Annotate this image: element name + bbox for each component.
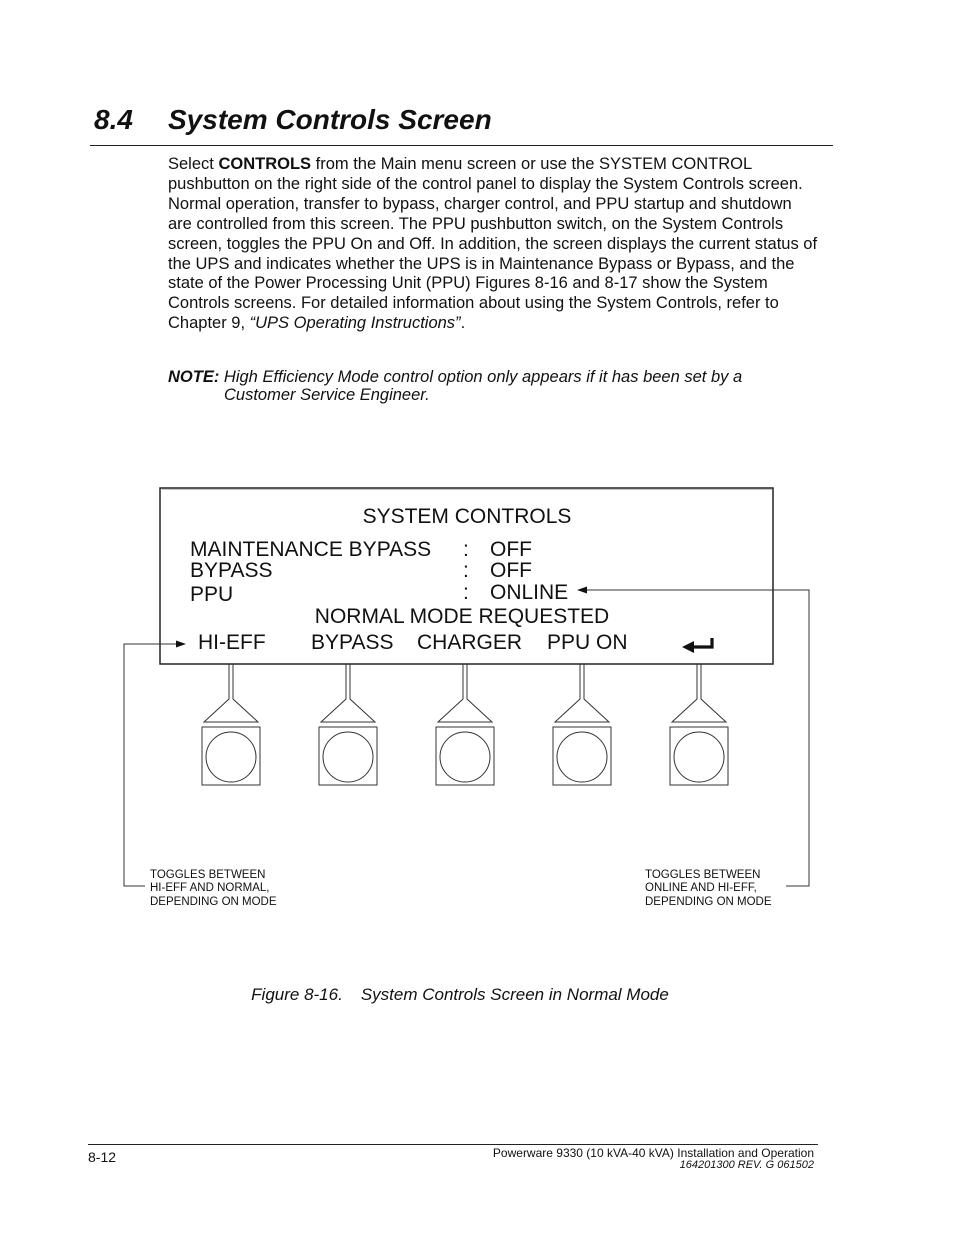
left-callout-line [124,644,180,886]
screen-title: SYSTEM CONTROLS [362,505,572,528]
row-maintenance-bypass-sep: : [463,538,469,561]
row-bypass-sep: : [463,559,469,582]
left-callout-line-3: DEPENDING ON MODE [150,896,277,908]
chapter-reference: “UPS Operating Instructions” [249,314,461,333]
softkey-button-1[interactable] [202,664,260,785]
softkey-label-charger: CHARGER [417,631,523,654]
left-callout-line-1: TOGGLES BETWEEN [150,869,266,881]
body-text-start: Select [168,155,219,173]
status-line: NORMAL MODE REQUESTED [314,605,610,628]
footer-document-title: Powerware 9330 (10 kVA‑40 kVA) Installation and Operation [492,1146,814,1160]
controls-keyword: CONTROLS [218,155,312,173]
left-callout-line-2: HI-EFF AND NORMAL, [150,882,270,894]
softkey-label-ppu-on: PPU ON [547,631,628,654]
note-line-2: Customer Service Engineer. [224,386,430,404]
right-callout-line-2: ONLINE AND HI-EFF, [645,882,757,894]
row-ppu-value: ONLINE [490,581,569,604]
note-line-1: High Efficiency Mode control option only appears if it has been set by a [219,368,743,386]
note-label: NOTE: [168,368,220,386]
footer-revision: 164201300 REV. G 061502 [679,1159,814,1171]
row-ppu-label: PPU [190,583,234,606]
softkey-button-3[interactable] [436,664,494,785]
right-callout-line-1: TOGGLES BETWEEN [645,869,761,881]
right-callout-line-3: DEPENDING ON MODE [645,896,772,908]
section-number: 8.4 [94,104,133,135]
softkey-label-bypass: BYPASS [311,631,394,654]
softkey-button-5[interactable] [670,664,728,785]
row-maintenance-bypass-label: MAINTENANCE BYPASS [190,538,432,561]
figure-caption [0,985,920,1005]
page-number: 8‑12 [88,1149,117,1165]
footer-rule [88,1144,818,1145]
row-maintenance-bypass-value: OFF [490,538,532,561]
body-text-end: . [460,314,466,333]
row-bypass-value: OFF [490,559,532,582]
softkey-label-hi-eff: HI-EFF [198,631,266,654]
row-ppu-sep: : [463,581,469,604]
body-text-main: from the Main menu screen or use the SYSTEM CONTROL pushbutton on the right side of the control panel to display the System Controls screen. Normal operation, transfer to bypass, charger control, and PPU startup and shutdown are controlled from this screen. The PPU pushbutton switch, on the System Controls screen, toggles the PPU On and Off. In addition, the screen displays the current status of the UPS and indicates whether the UPS is in Maintenance Bypass or Bypass, and the state of the Power Processing Unit (PPU) Figures 8‑16 and 8‑17 show the System Controls screens. For detailed information about using the System Controls, refer to Chapter 9, [168,155,818,333]
figure-label: Figure 8‑16. [251,985,343,1004]
softkey-button-4[interactable] [553,664,611,785]
row-bypass-label: BYPASS [190,559,273,582]
figure-caption-text: System Controls Screen in Normal Mode [360,985,669,1004]
section-title: System Controls Screen [168,104,492,135]
softkey-button-2[interactable] [319,664,377,785]
